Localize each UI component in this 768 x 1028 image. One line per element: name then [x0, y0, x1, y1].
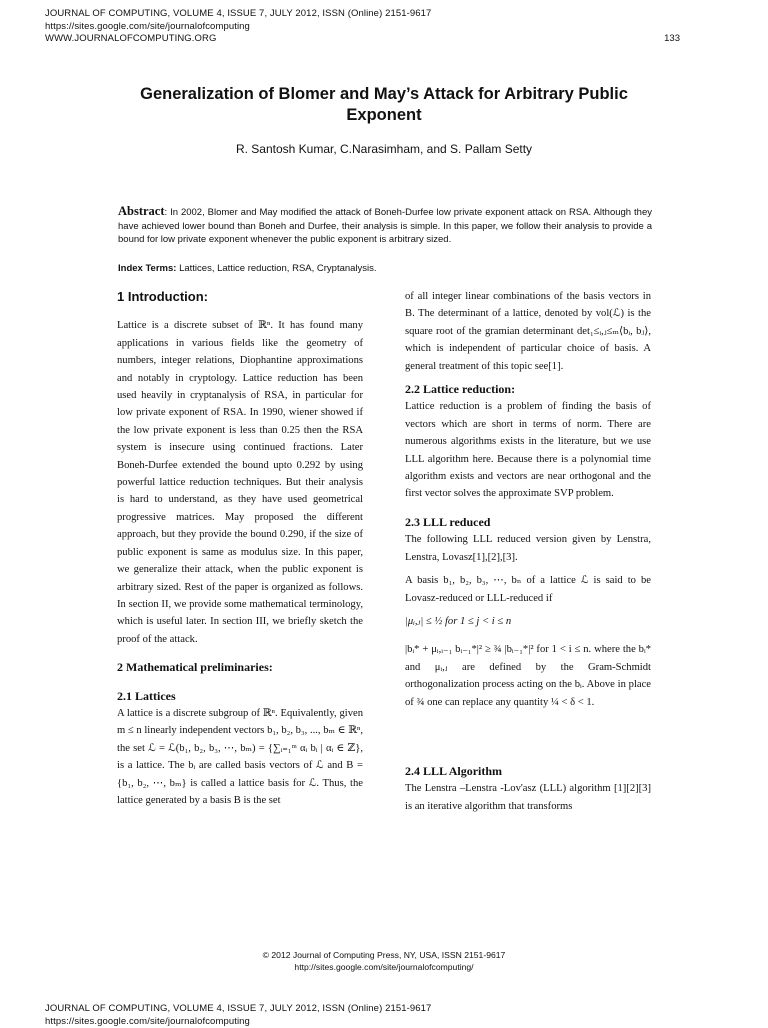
section-heading-lll-reduced: 2.3 LLL reduced	[405, 514, 651, 531]
paper-title-line2: Exponent	[120, 105, 648, 126]
next-page-journal-url[interactable]: https://sites.google.com/site/journalofcomputing	[45, 1016, 735, 1028]
lll-condition-lovasz: |bᵢ* + μᵢ,ᵢ₋₁ bᵢ₋₁*|² ≥ ¾ |bᵢ₋₁*|² for 1 < i ≤ n. where the bᵢ* and μᵢ,ⱼ are defined by the Gram-Schmidt orthogonalization process acting on the bᵢ. Above in place of ¾ one can replace any quantity ¼ < δ < 1.	[405, 641, 651, 711]
journal-site[interactable]: WWW.JOURNALOFCOMPUTING.ORG	[45, 33, 735, 46]
paper-title-line1: Generalization of Blomer and May’s Attack for Arbitrary Public	[120, 84, 648, 105]
lll-reduced-paragraph: The following LLL reduced version given by Lenstra, Lenstra, Lovasz[1],[2],[3].	[405, 531, 651, 566]
journal-url[interactable]: https://sites.google.com/site/journalofcomputing	[45, 21, 735, 34]
left-column	[117, 288, 363, 809]
lattice-reduction-paragraph: Lattice reduction is a problem of finding the basis of vectors which are short in terms of norm. There are numerous algorithms exists in the literature, but we use LLL algorithm here. Because there is a polynomial time algorithm exists and vectors are near orthogonal and the first vector solves the approximate SVP problem.	[405, 398, 651, 502]
abstract-label: Abstract	[118, 204, 165, 218]
section-heading-lattices: 2.1 Lattices	[117, 688, 363, 705]
abstract-text: : In 2002, Blomer and May modified the attack of Boneh-Durfee low private exponent attack on RSA. Although they have achieved lower bound than Boneh and Durfee, their analysis is simple. In this paper, we follow their analysis to provide a bound for low private exponent whenever the public exponent is arbitrary sized.	[118, 207, 652, 245]
lattices-paragraph: A lattice is a discrete subgroup of ℝⁿ. Equivalently, given m ≤ n linearly independent vectors b₁, b₂, b₃, ..., bₘ ∈ ℝⁿ, the set ℒ = ℒ(b₁, b₂, b₃, ⋯, bₘ) = {∑ᵢ₌₁ᵐ αᵢ bᵢ | αᵢ ∈ ℤ}, is a lattice. The bᵢ are called basis vectors of ℒ and B = {b₁, b₂, ⋯, bₘ} is called a lattice basis for ℒ. Thus, the lattice generated by a basis B is the set	[117, 705, 363, 809]
index-terms-label: Index Terms:	[118, 263, 176, 274]
next-page-journal-line: JOURNAL OF COMPUTING, VOLUME 4, ISSUE 7, JULY 2012, ISSN (Online) 2151-9617	[45, 1003, 735, 1016]
page-number: 133	[664, 33, 680, 44]
section-heading-lll-algorithm: 2.4 LLL Algorithm	[405, 763, 651, 780]
section-heading-math-prelim: 2 Mathematical preliminaries:	[117, 659, 363, 676]
copyright-line: © 2012 Journal of Computing Press, NY, USA, ISSN 2151-9617	[120, 950, 648, 962]
section-heading-introduction: 1 Introduction:	[117, 288, 363, 305]
journal-line: JOURNAL OF COMPUTING, VOLUME 4, ISSUE 7, JULY 2012, ISSN (Online) 2151-9617	[45, 8, 735, 21]
paper-title	[120, 84, 648, 126]
lll-basis-definition: A basis b₁, b₂, b₃, ⋯, bₙ of a lattice ℒ is said to be Lovasz-reduced or LLL-reduced if	[405, 572, 651, 607]
running-header	[45, 8, 735, 46]
lll-algorithm-paragraph: The Lenstra –Lenstra -Lov'asz (LLL) algorithm [1][2][3] is an iterative algorithm that transforms	[405, 780, 651, 815]
lattice-definition-continued: of all integer linear combinations of the basis vectors in B. The determinant of a lattice, denoted by vol(ℒ) is the square root of the gramian determinant det₁≤ᵢ,ⱼ≤ₘ⟨bᵢ, bⱼ⟩, which is independent of particular choice of basis. A general treatment of this topic see[1].	[405, 288, 651, 375]
next-page-header	[45, 1003, 735, 1028]
introduction-paragraph: Lattice is a discrete subset of ℝⁿ. It has found many applications in various fields like the geometry of numbers, integer relations, Diophantine approximations and notably in cryptology. Lattice reduction has been used heavily in cryptanalysis of RSA, in particular for low private exponent of RSA. In 1990, wiener showed if the low private exponent is less than 0.25 then the RSA system is insecure using continued fractions. Later Boneh-Durfee extended the bound upto 0.292 by using powerful lattice reduction techniques. But their analysis is hard to understand, as they have used geometrical progressive matrices. May proposed the different approach, but they provide the bound 0.290, if the size of public exponent is same as modulus size. In this paper, we generalize their attack, when the public exponent is arbitrary sized. Rest of the paper is organized as follows. In section II, we provide some mathematical terminology, which is useful later. In section III, we briefly sketch the proof of the attack.	[117, 317, 363, 648]
index-terms	[118, 263, 652, 274]
paper-authors: R. Santosh Kumar, C.Narasimham, and S. Pallam Setty	[100, 142, 668, 156]
copyright-footer	[120, 950, 648, 973]
abstract	[118, 205, 652, 247]
right-column	[405, 288, 651, 815]
footer-url[interactable]: http://sites.google.com/site/journalofcomputing/	[120, 962, 648, 974]
section-heading-lattice-reduction: 2.2 Lattice reduction:	[405, 381, 651, 398]
index-terms-text: Lattices, Lattice reduction, RSA, Cryptanalysis.	[176, 263, 376, 274]
lll-condition-size: |μᵢ,ⱼ| ≤ ½ for 1 ≤ j < i ≤ n	[405, 613, 651, 630]
